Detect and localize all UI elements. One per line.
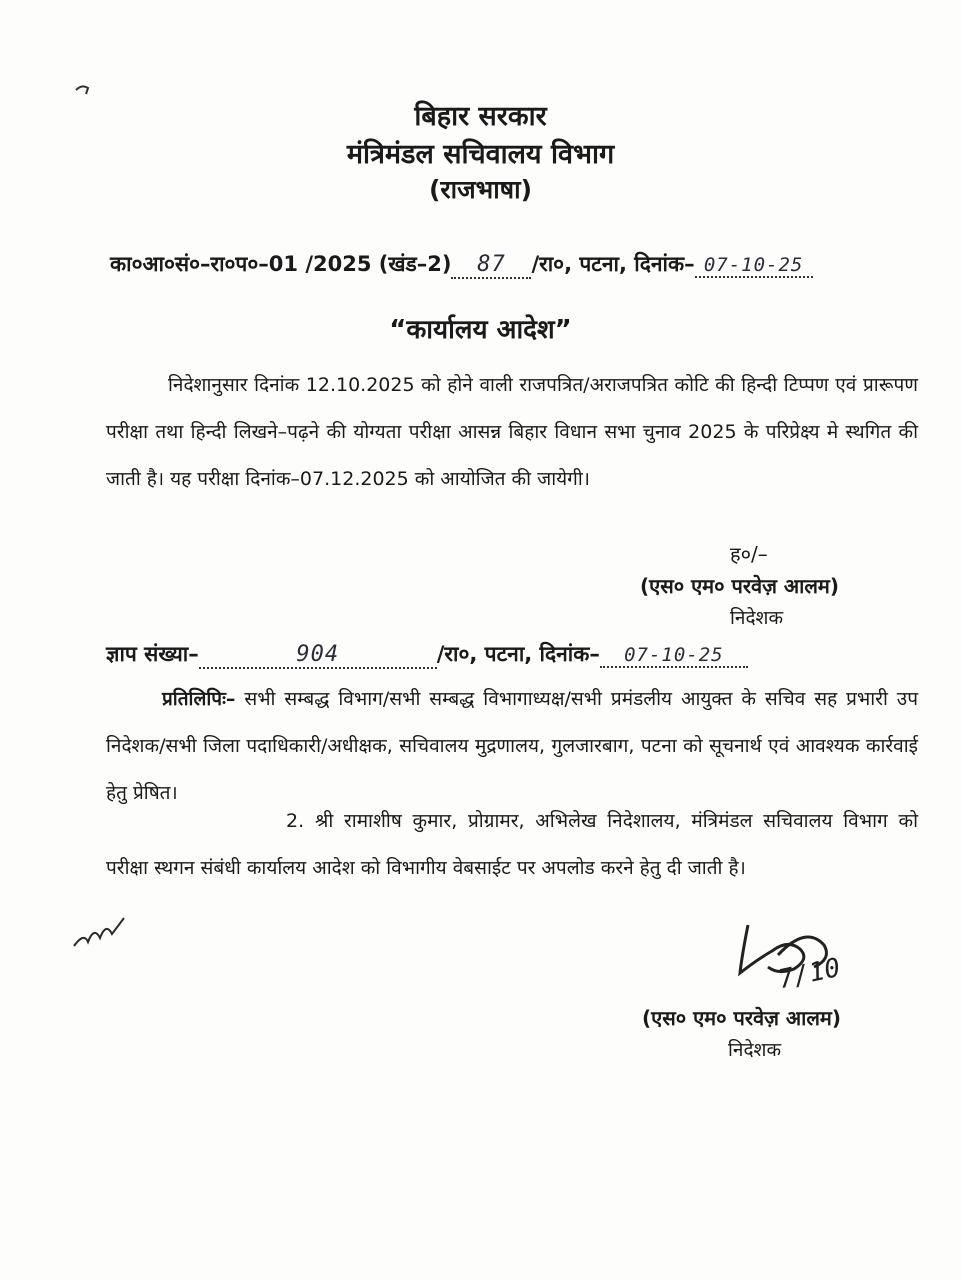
copy-paragraph (106, 676, 918, 817)
reference-line (110, 250, 930, 279)
reference-suffix: /रा०, पटना, दिनांक– (531, 252, 695, 276)
copy-item-2 (106, 798, 918, 892)
reference-prefix: का०आ०सं०–रा०प०–01 /2025 (खंड–2) (110, 252, 452, 276)
reference-date: 07-10-25 (695, 254, 813, 278)
reference-number: 87 (451, 252, 531, 279)
memo-prefix: ज्ञाप संख्या– (106, 642, 199, 666)
memo-suffix: /रा०, पटना, दिनांक– (436, 642, 600, 666)
signatory-2-designation: निदेशक (728, 1039, 782, 1061)
memo-line (106, 640, 926, 669)
section-heading: (राजभाषा) (428, 175, 533, 204)
signatory-name: (एस० एम० परवेज़ आलम) (640, 574, 840, 598)
margin-initials (70, 912, 130, 952)
department-heading: मंत्रिमंडल सचिवालय विभाग (346, 139, 615, 170)
order-title: “कार्यालय आदेश” (389, 315, 572, 345)
order-body: निदेशानुसार दिनांक 12.10.2025 को होने वाली राजपत्रित/अराजपत्रित कोटि की हिन्दी टिप्पण एवं प्रारूपण परीक्षा तथा हिन्दी लिखने–पढ़ने की योग्यता परीक्षा आसन्न बिहार विधान सभा चुनाव 2025 के परिप्रेक्ष्य मे स्थगित की जाती है। यह परीक्षा दिनांक–07.12.2025 को आयोजित की जायेगी। (106, 374, 918, 490)
copy-text: सभी सम्बद्ध विभाग/सभी सम्बद्ध विभागाध्यक्ष/सभी प्रमंडलीय आयुक्त के सचिव सह प्रभारी उप निदेशक/सभी जिला पदाधिकारी/अधीक्षक, सचिवालय मुद्रणालय, गुलजारबाग, पटना को सूचनार्थ एवं आवश्यक कार्रवाई हेतु प्रेषित। (106, 688, 918, 804)
copy-item-2-text: 2. श्री रामाशीष कुमार, प्रोग्रामर, अभिलेख निदेशालय, मंत्रिमंडल सचिवालय विभाग को परीक्षा स्थगन संबंधी कार्यालय आदेश को विभागीय वेबसाईट पर अपलोड करने हेतु दी जाती है। (106, 810, 918, 879)
government-heading: बिहार सरकार (414, 101, 547, 132)
memo-number: 904 (199, 642, 437, 669)
signed-mark: ह०/– (730, 542, 768, 566)
signatory-designation: निदेशक (730, 607, 784, 629)
copy-label: प्रतिलिपिः– (162, 688, 236, 710)
memo-date: 07-10-25 (600, 644, 748, 668)
signature-date: 7/10 (775, 952, 844, 996)
signatory-2-name: (एस० एम० परवेज़ आलम) (642, 1006, 842, 1030)
